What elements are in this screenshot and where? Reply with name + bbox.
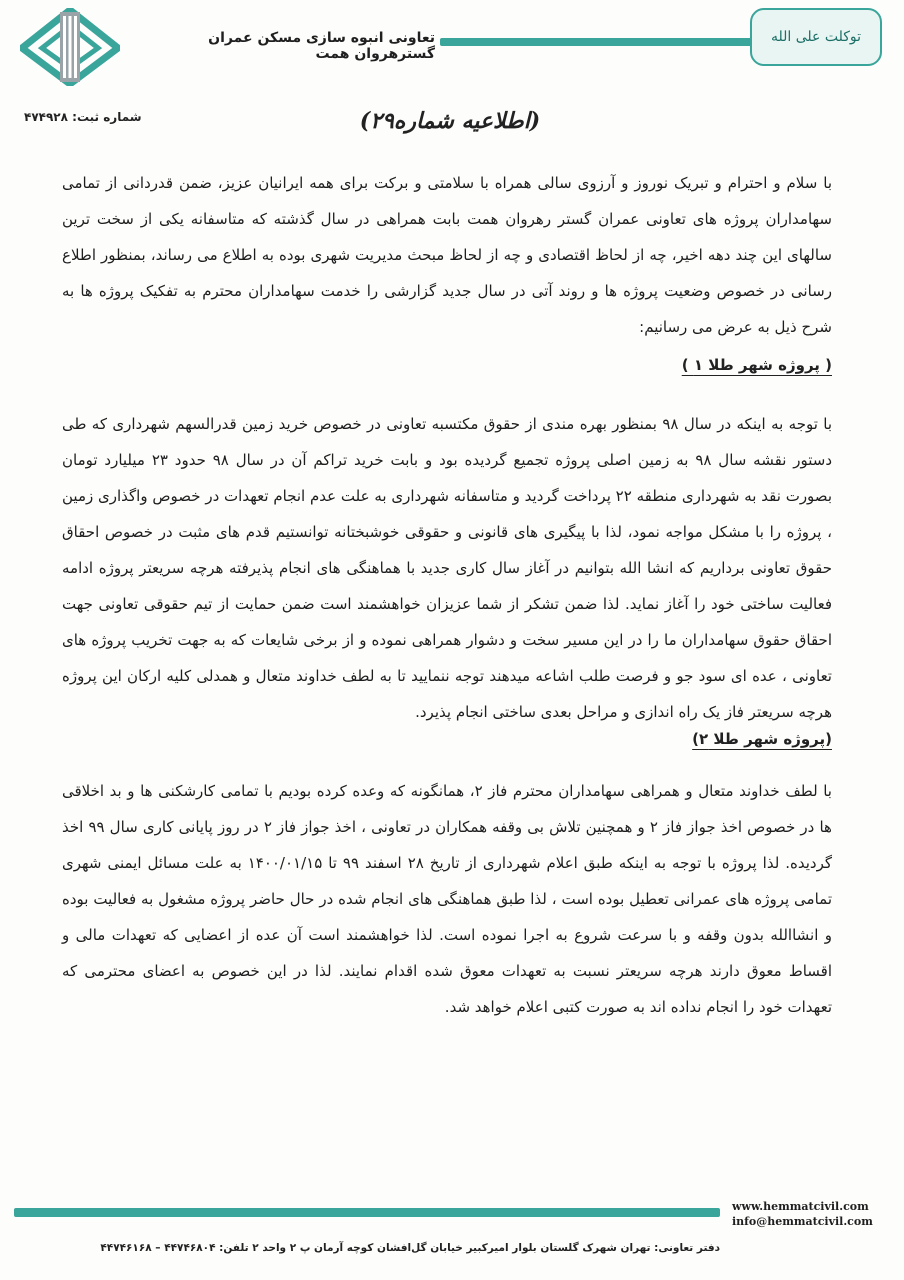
section2-text: با لطف خداوند متعال و همراهی سهامداران محترم فاز ۲، همانگونه که وعده کرده بودیم با تمامی کارشکنی ها و بد اخلاقی ها در خصوص اخذ جواز فاز ۲ و همچنین تلاش بی وقفه همکاران در تعاونی ، اخذ جواز فاز ۲ در روز پایانی کاری سال ۹۹ اخذ گردیده. لذا پروژه با توجه به اینکه طبق اعلام شهرداری از تاریخ ۲۸ اسفند ۹۹ تا ۱۴۰۰/۰۱/۱۵ به علت مسائل ایمنی شهری تمامی پروژه های عمرانی تعطیل بوده است ، لذا طبق هماهنگی های انجام شده در حال حاضر پروژه مشغول به فعالیت بوده و انشاالله بدون وقفه و با سرعت شروع به اجرا نموده است. لذا خواهشمند است آن عده از اعضایی که تعهدات مالی و اقساط معوق دارند هرچه سریعتر نسبت به تعهدات معوق شده اقدام نمایند. لذا در این خصوص به اعضای محترمی که تعهدات خود را انجام نداده اند به صورت کتبی اعلام خواهد شد.	[62, 782, 833, 1016]
phone-label: تلفن:	[219, 1242, 249, 1254]
section1-paragraph	[62, 406, 832, 730]
notice-title: (اطلاعیه شماره۲۹)	[359, 108, 541, 134]
section1-heading: ( پروژه شهر طلا ۱ )	[681, 356, 832, 374]
section2-paragraph	[62, 773, 832, 1025]
footer-divider	[14, 1208, 720, 1217]
phone-numbers: ۴۴۷۴۶۸۰۴ – ۴۴۷۴۶۱۶۸	[100, 1242, 216, 1254]
header-divider	[440, 38, 752, 46]
address-text: دفتر تعاونی: تهران شهرک گلستان بلوار امیرکبیر خیابان گل‌افشان کوچه آرمان پ ۲ واحد ۲	[252, 1242, 720, 1254]
registration-label: شماره ثبت:	[72, 110, 142, 124]
website-link[interactable]: www.hemmatcivil.com	[732, 1200, 869, 1213]
registration-number	[24, 110, 174, 124]
footer-address	[100, 1242, 720, 1254]
emblem-text: توکلت علی الله	[770, 29, 862, 45]
section2-heading: (پروژه شهر طلا ۲)	[692, 730, 832, 748]
section1-text: با توجه به اینکه در سال ۹۸ بمنظور بهره مندی از حقوق مکتسبه تعاونی در خصوص خرید زمین قدرالسهم شهرداری که طی دستور نقشه سال ۹۸ به زمین اصلی پروژه تجمیع گردیده بود و بابت خرید تراکم آن در سال ۹۸ حدود ۲۳ میلیارد تومان بصورت نقد به شهرداری منطقه ۲۲ پرداخت گردید و متاسفانه شهرداری به علت عدم انجام تعهدات در خصوص واگذاری زمین ، پروژه را با مشکل مواجه نمود، لذا با پیگیری های قانونی و حقوقی خوشبختانه توانستیم قدم های مثبت در خصوص احقاق حقوق تعاونی برداریم که انشا الله بتوانیم در آغاز سال کاری جدید با هماهنگی های انجام پذیرفته هرچه سریعتر پروژه ادامه فعالیت ساختی خود را آغاز نماید. لذا ضمن تشکر از شما عزیزان خواهشمند است ضمن حمایت از تیم حقوقی تعاونی جهت احقاق حقوق سهامداران ما را در این مسیر سخت و دشوار همراهی نموده و از برخی شایعات که به جهت تخریب پروژه های تعاونی ، عده ای سود جو و فرصت طلب اشاعه میدهند توجه ننمایید تا به لطف خداوند متعال و همدلی کلیه ارکان این پروژه هرچه سریعتر فاز یک راه اندازی و مراحل بعدی ساختی انجام پذیرد.	[62, 415, 832, 721]
footer-contacts	[732, 1199, 882, 1229]
intro-text: با سلام و احترام و تبریک نوروز و آرزوی سالی همراه با سلامتی و برکت برای همه ایرانیان عزیز، ضمن قدردانی از تمامی سهامداران پروژه های تعاونی عمران گستر رهروان همت بابت همراهی در سال گذشته که متاسفانه یکی از سخت ترین سالهای این چند دهه اخیر، چه از لحاظ اقتصادی و چه از لحاظ مبحث مدیریت شهری بوده به اطلاع می رساند، بمنظور اطلاع رسانی در خصوص وضعیت پروژه ها و روند آتی در سال جدید گزارشی را خدمت سهامداران محترم به تفکیک پروژه ها به شرح ذیل به عرض می رسانیم:	[62, 174, 832, 336]
registration-value: ۴۷۴۹۲۸	[24, 110, 68, 124]
calligraphy-emblem	[750, 8, 882, 66]
company-logo	[20, 8, 120, 86]
company-name: تعاونی انبوه سازی مسکن عمران گسترهروان همت	[208, 30, 435, 62]
email-link[interactable]: info@hemmatcivil.com	[732, 1215, 873, 1228]
intro-paragraph	[62, 165, 832, 345]
